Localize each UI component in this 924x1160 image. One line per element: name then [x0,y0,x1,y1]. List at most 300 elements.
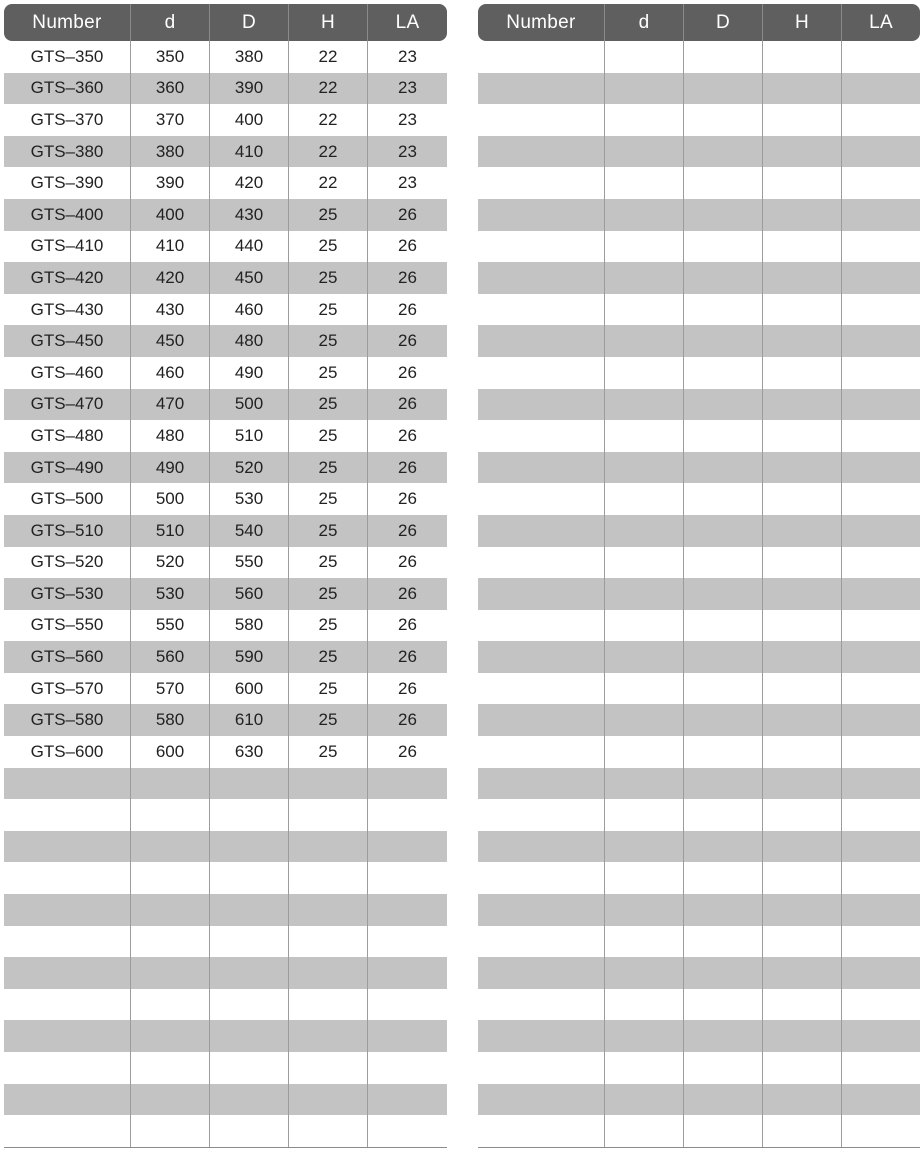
table-cell: 22 [288,104,367,136]
table-cell [841,325,920,357]
table-cell [288,894,367,926]
table-cell [209,957,288,989]
table-cell: 390 [130,167,209,199]
table-cell [604,862,683,894]
table-cell [288,957,367,989]
table-cell: 550 [209,547,288,579]
table-cell [841,926,920,958]
table-cell [209,862,288,894]
table-cell [604,515,683,547]
table-row [4,1020,447,1052]
table-row [478,926,920,958]
right-table-body [478,41,920,1147]
table-cell [762,199,841,231]
table-cell [478,547,604,579]
table-cell [604,167,683,199]
table-cell [4,1115,130,1147]
table-cell: 26 [367,452,447,484]
table-cell: GTS–390 [30,173,104,193]
table-cell [841,199,920,231]
table-cell [841,989,920,1021]
table-cell: 610 [209,704,288,736]
table-cell [604,294,683,326]
table-cell [762,799,841,831]
table-cell: GTS–400 [30,204,104,224]
table-cell [762,231,841,263]
table-cell [130,1084,209,1116]
table-row [478,73,920,105]
table-cell [478,325,604,357]
table-cell [841,1115,920,1147]
table-cell [4,1020,130,1052]
table-row [4,325,447,357]
table-cell [478,641,604,673]
table-row [478,1020,920,1052]
table-cell: 630 [209,736,288,768]
table-cell [478,704,604,736]
table-cell: 550 [130,610,209,642]
table-cell: 350 [130,41,209,73]
table-cell: 25 [288,704,367,736]
table-cell [683,357,762,389]
table-cell [4,799,130,831]
table-cell [762,989,841,1021]
table-row [4,199,447,231]
table-cell: 23 [367,104,447,136]
table-cell [4,862,130,894]
table-cell [683,483,762,515]
table-cell [683,926,762,958]
table-row [478,199,920,231]
table-cell [478,231,604,263]
table-cell: 25 [288,578,367,610]
table-row [478,989,920,1021]
table-cell [762,483,841,515]
table-cell [841,1052,920,1084]
table-cell [683,41,762,73]
table-cell [683,389,762,421]
table-cell [841,231,920,263]
table-cell: 22 [288,41,367,73]
table-cell [683,515,762,547]
table-row [4,673,447,705]
table-row [4,515,447,547]
table-cell: 390 [209,73,288,105]
table-cell [288,1052,367,1084]
table-cell [604,325,683,357]
table-cell [209,989,288,1021]
table-cell [762,641,841,673]
table-cell: 430 [130,294,209,326]
table-cell: GTS–470 [30,394,104,414]
table-cell [683,641,762,673]
table-row [478,104,920,136]
table-cell [367,1084,447,1116]
table-cell: 410 [209,136,288,168]
table-cell [683,704,762,736]
table-cell [604,41,683,73]
table-cell: 560 [130,641,209,673]
table-cell [683,831,762,863]
table-row [4,41,447,73]
table-cell [762,104,841,136]
table-cell [478,1115,604,1147]
table-row [4,357,447,389]
table-row [478,41,920,73]
table-cell [367,957,447,989]
table-row [478,578,920,610]
table-cell: GTS–430 [30,299,104,319]
table-cell [683,862,762,894]
table-cell [762,1020,841,1052]
table-row [478,736,920,768]
table-cell [478,73,604,105]
table-cell [683,989,762,1021]
header-D: D [209,4,288,41]
table-cell [367,1052,447,1084]
table-row [4,989,447,1021]
table-row [478,515,920,547]
table-row [4,294,447,326]
table-cell [604,641,683,673]
table-cell [841,768,920,800]
table-cell [683,578,762,610]
table-cell [367,799,447,831]
table-cell [762,262,841,294]
table-cell [762,547,841,579]
table-cell [288,768,367,800]
table-cell [683,104,762,136]
table-row [478,167,920,199]
table-cell: 26 [367,294,447,326]
table-cell [762,1084,841,1116]
table-cell: GTS–510 [30,520,104,540]
header-number: Number [32,11,102,33]
table-cell: 25 [288,736,367,768]
table-row [4,957,447,989]
table-row [478,1115,920,1147]
table-cell: 520 [209,452,288,484]
table-cell [4,894,130,926]
table-cell: GTS–490 [30,457,104,477]
table-cell: 23 [367,167,447,199]
table-cell [762,926,841,958]
table-cell: 510 [209,420,288,452]
table-cell [604,199,683,231]
table-row [478,483,920,515]
table-cell [604,831,683,863]
table-row [478,1052,920,1084]
table-cell [762,73,841,105]
table-cell [762,894,841,926]
table-cell [683,736,762,768]
table-cell [288,1020,367,1052]
table-cell [367,768,447,800]
table-row [4,420,447,452]
table-cell: 25 [288,325,367,357]
table-cell: 26 [367,357,447,389]
table-cell [478,894,604,926]
table-cell [478,389,604,421]
table-cell [762,957,841,989]
table-cell [130,1020,209,1052]
table-cell [841,294,920,326]
table-cell [841,578,920,610]
table-cell: 530 [209,483,288,515]
table-cell [604,104,683,136]
table-cell [288,989,367,1021]
table-cell [478,736,604,768]
table-cell: 570 [130,673,209,705]
table-cell [841,673,920,705]
table-cell: 25 [288,231,367,263]
left-table-header [4,4,447,41]
table-cell [209,1052,288,1084]
table-row [478,799,920,831]
table-cell [4,989,130,1021]
table-cell [683,199,762,231]
table-cell: 420 [209,167,288,199]
table-cell [604,389,683,421]
table-cell [841,736,920,768]
table-row [4,1052,447,1084]
right-table-bottom-rule [478,1147,920,1148]
table-cell [604,768,683,800]
table-cell [288,862,367,894]
table-cell [762,357,841,389]
table-cell: 22 [288,167,367,199]
table-cell [130,862,209,894]
table-cell [762,578,841,610]
table-cell [762,1115,841,1147]
table-cell [841,1020,920,1052]
table-row [4,1115,447,1147]
table-cell [209,926,288,958]
table-cell [683,957,762,989]
table-cell: 26 [367,325,447,357]
table-cell [4,768,130,800]
table-cell [841,452,920,484]
header-LA: LA [841,4,920,41]
table-cell [604,989,683,1021]
table-cell: 470 [130,389,209,421]
table-cell [683,799,762,831]
table-row [478,547,920,579]
table-cell [762,831,841,863]
table-cell [841,515,920,547]
table-cell [478,768,604,800]
table-cell [288,926,367,958]
left-table-body [4,41,447,1147]
table-cell [841,894,920,926]
table-cell [130,799,209,831]
table-cell: GTS–570 [30,678,104,698]
table-cell [762,673,841,705]
table-cell [209,831,288,863]
table-cell [209,768,288,800]
table-cell: 26 [367,736,447,768]
table-cell [604,578,683,610]
table-cell [478,41,604,73]
table-cell: 25 [288,515,367,547]
table-cell: 26 [367,704,447,736]
table-row [478,673,920,705]
table-cell [683,73,762,105]
table-cell [130,768,209,800]
table-cell [841,136,920,168]
table-cell: GTS–370 [30,109,104,129]
table-cell [841,420,920,452]
table-row [4,389,447,421]
table-row [478,262,920,294]
table-cell [762,136,841,168]
table-cell [841,704,920,736]
table-cell [841,799,920,831]
table-cell [841,641,920,673]
table-cell [604,262,683,294]
table-cell [478,610,604,642]
table-cell [841,167,920,199]
table-cell: 26 [367,262,447,294]
table-cell: 26 [367,515,447,547]
right-table-header [478,4,920,41]
table-row [478,294,920,326]
table-cell [604,799,683,831]
table-cell [478,515,604,547]
table-cell [762,862,841,894]
table-cell: 490 [209,357,288,389]
table-cell: 25 [288,420,367,452]
table-row [4,104,447,136]
table-cell: 400 [130,199,209,231]
table-cell: 410 [130,231,209,263]
table-cell: 25 [288,199,367,231]
table-cell [478,1084,604,1116]
table-cell: GTS–600 [30,741,104,761]
table-row [478,389,920,421]
table-row [478,610,920,642]
table-cell [478,452,604,484]
table-row [478,768,920,800]
table-cell [683,673,762,705]
table-cell: 420 [130,262,209,294]
table-cell [4,831,130,863]
table-cell [478,294,604,326]
table-cell [288,1115,367,1147]
table-cell [604,736,683,768]
table-row [4,704,447,736]
table-cell: 26 [367,641,447,673]
table-cell: GTS–500 [30,489,104,509]
table-cell [683,420,762,452]
table-cell: 450 [209,262,288,294]
table-cell [478,167,604,199]
table-cell [683,1020,762,1052]
table-cell: 22 [288,136,367,168]
left-table-bottom-rule [4,1147,447,1148]
table-cell: GTS–420 [30,267,104,287]
table-cell: 440 [209,231,288,263]
table-cell [288,1084,367,1116]
table-row [478,357,920,389]
table-cell: 23 [367,41,447,73]
table-row [478,957,920,989]
header-H: H [762,4,841,41]
header-LA: LA [367,4,447,41]
table-cell [604,1020,683,1052]
table-cell: 25 [288,610,367,642]
table-cell [841,1084,920,1116]
table-cell [4,957,130,989]
table-cell: 25 [288,452,367,484]
table-cell [762,1052,841,1084]
table-cell: GTS–580 [30,710,104,730]
table-cell [478,104,604,136]
table-cell [130,989,209,1021]
table-cell: 26 [367,199,447,231]
table-cell [683,768,762,800]
table-cell: 26 [367,547,447,579]
table-row [4,136,447,168]
table-cell: 26 [367,389,447,421]
table-cell [841,104,920,136]
table-cell [4,926,130,958]
table-cell [683,136,762,168]
table-row [4,578,447,610]
table-cell [367,989,447,1021]
table-cell: 500 [209,389,288,421]
table-cell [130,957,209,989]
table-cell [367,862,447,894]
table-cell: 600 [209,673,288,705]
table-row [4,547,447,579]
table-cell [604,452,683,484]
table-cell [209,1084,288,1116]
table-cell: 560 [209,578,288,610]
table-cell [683,1052,762,1084]
table-cell: 25 [288,673,367,705]
table-cell: 580 [130,704,209,736]
table-cell [604,357,683,389]
table-cell [478,578,604,610]
table-cell [683,262,762,294]
table-row [4,894,447,926]
table-cell [762,768,841,800]
table-cell [478,1020,604,1052]
table-cell [604,73,683,105]
table-cell: 480 [130,420,209,452]
table-row [4,831,447,863]
table-row [4,736,447,768]
table-cell: GTS–450 [30,331,104,351]
table-cell [478,926,604,958]
table-cell: 26 [367,231,447,263]
header-number: Number [506,11,576,33]
table-cell [841,862,920,894]
table-cell [367,894,447,926]
table-row [4,768,447,800]
table-cell [209,799,288,831]
table-cell: 25 [288,547,367,579]
table-row [4,641,447,673]
table-cell [288,831,367,863]
table-cell: GTS–530 [30,583,104,603]
table-cell [604,610,683,642]
table-cell: GTS–550 [30,615,104,635]
table-row [478,894,920,926]
table-cell [130,1052,209,1084]
table-cell [683,294,762,326]
